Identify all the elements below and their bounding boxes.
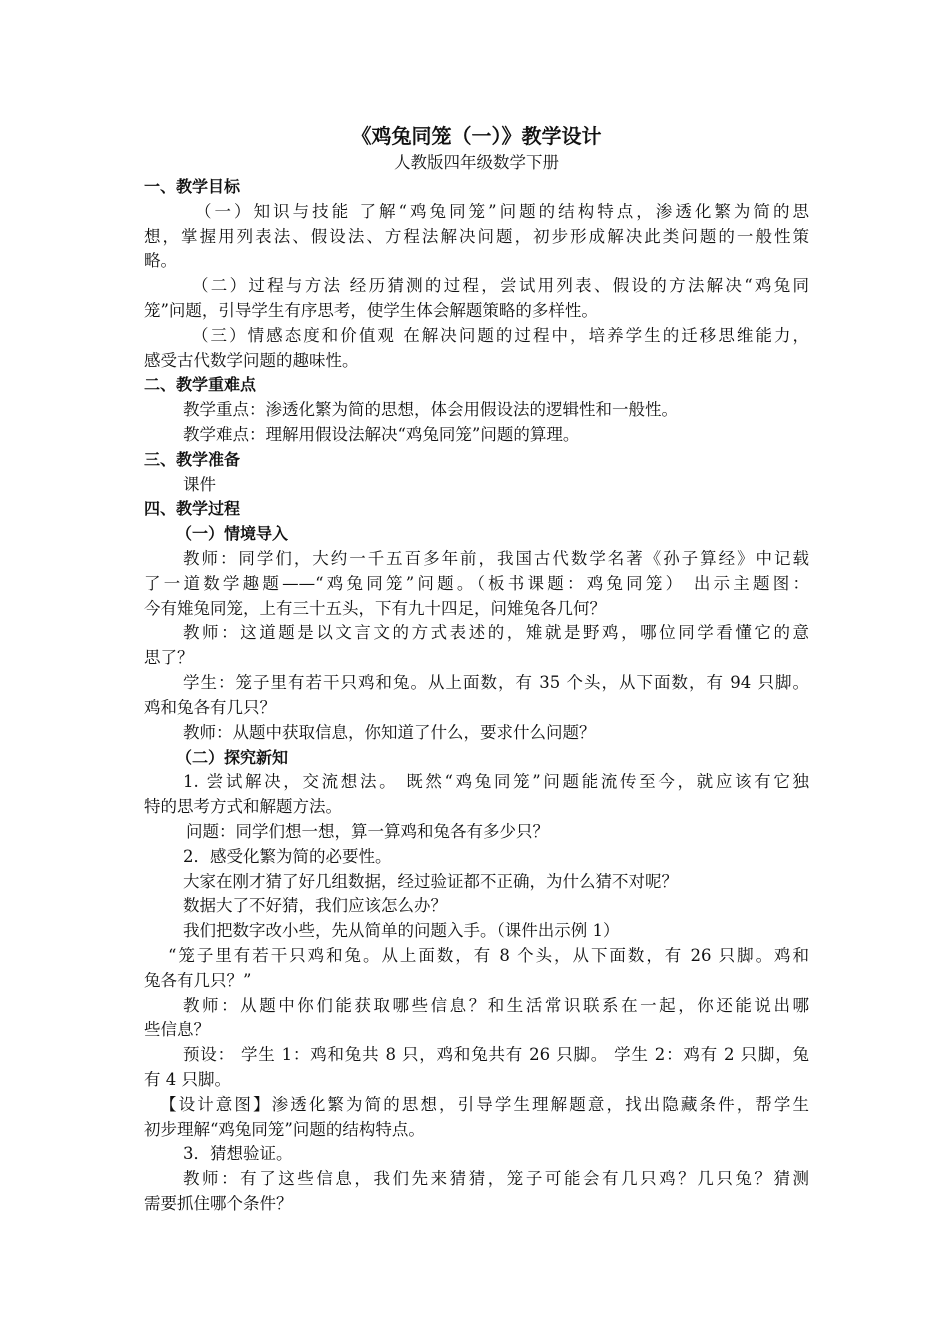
paragraph-line: 我们把数字改小些，先从简单的问题入手。（课件出示例 1） bbox=[183, 921, 620, 940]
paragraph-line: 鸡和兔各有几只？ bbox=[144, 698, 276, 717]
subsection-heading: （二）探究新知 bbox=[176, 748, 289, 767]
paragraph-line: 2．感受化繁为简的必要性。 bbox=[183, 847, 392, 866]
section-heading: 一、教学目标 bbox=[144, 177, 241, 196]
paragraph-line: 需要抓住哪个条件？ bbox=[144, 1194, 293, 1213]
paragraph-line: 学生：笼子里有若干只鸡和兔。从上面数，有 35 个头，从下面数，有 94 只脚。 bbox=[183, 673, 809, 692]
paragraph-line: 教学重点：渗透化繁为简的思想，体会用假设法的逻辑性和一般性。 bbox=[183, 400, 678, 419]
paragraph-line: （三）情感态度和价值观 在解决问题的过程中，培养学生的迁移思维能力， bbox=[192, 326, 809, 345]
document-subtitle: 人教版四年级数学下册 bbox=[394, 153, 559, 172]
paragraph-line: 教学难点：理解用假设法解决“鸡兔同笼”问题的算理。 bbox=[183, 425, 580, 444]
paragraph-line: 预设： 学生 1：鸡和兔共 8 只，鸡和兔共有 26 只脚。 学生 2：鸡有 2 只脚，兔 bbox=[183, 1045, 809, 1064]
paragraph-line: 思了？ bbox=[144, 648, 194, 667]
paragraph-line: “笼子里有若干只鸡和兔。从上面数，有 8 个头，从下面数，有 26 只脚。鸡和 bbox=[168, 946, 809, 965]
section-heading: 二、教学重难点 bbox=[144, 375, 257, 394]
section-heading: 三、教学准备 bbox=[144, 450, 241, 469]
design-intent-line: 【设计意图】渗透化繁为简的思想，引导学生理解题意，找出隐藏条件，帮学生 bbox=[160, 1095, 809, 1114]
paragraph-line: （一）知识与技能 了解“鸡兔同笼”问题的结构特点，渗透化繁为简的思 bbox=[195, 202, 809, 221]
paragraph-line: 大家在刚才猜了好几组数据，经过验证都不正确，为什么猜不对呢？ bbox=[183, 872, 678, 891]
paragraph-line: 1. 尝试解决，交流想法。 既然“鸡兔同笼”问题能流传至今，就应该有它独 bbox=[183, 772, 809, 791]
subsection-heading: （一）情境导入 bbox=[176, 524, 289, 543]
paragraph-line: 想，掌握用列表法、假设法、方程法解决问题，初步形成解决此类问题的一般性策 bbox=[144, 227, 809, 246]
paragraph-line: （二）过程与方法 经历猜测的过程，尝试用列表、假设的方法解决“鸡兔同 bbox=[192, 276, 809, 295]
paragraph-line: 兔各有几只？” bbox=[144, 971, 252, 990]
paragraph-line: 教师：同学们，大约一千五百多年前，我国古代数学名著《孙子算经》中记载 bbox=[183, 549, 809, 568]
document-title: 《鸡兔同笼（一）》教学设计 bbox=[351, 124, 602, 148]
paragraph-line: 教师：从题中你们能获取哪些信息？和生活常识联系在一起，你还能说出哪 bbox=[183, 996, 809, 1015]
paragraph-line: 感受古代数学问题的趣味性。 bbox=[144, 351, 359, 370]
design-intent-line: 初步理解“鸡兔同笼”问题的结构特点。 bbox=[144, 1120, 425, 1139]
paragraph-line: 今有雉兔同笼，上有三十五头，下有九十四足，问雉兔各几何？ bbox=[144, 599, 606, 618]
paragraph-line: 教师：这道题是以文言文的方式表述的，雉就是野鸡，哪位同学看懂它的意 bbox=[183, 623, 809, 642]
paragraph-line: 特的思考方式和解题方法。 bbox=[144, 797, 342, 816]
paragraph-line: 教师：有了这些信息，我们先来猜猜，笼子可能会有几只鸡？几只兔？猜测 bbox=[183, 1169, 809, 1188]
paragraph-line: 数据大了不好猜，我们应该怎么办？ bbox=[183, 896, 447, 915]
paragraph-line: 问题：同学们想一想，算一算鸡和兔各有多少只？ bbox=[186, 822, 549, 841]
paragraph-line: 有 4 只脚。 bbox=[144, 1070, 231, 1089]
paragraph-line: 些信息？ bbox=[144, 1020, 210, 1039]
paragraph-line: 课件 bbox=[183, 475, 216, 494]
paragraph-line: 略。 bbox=[144, 251, 177, 270]
paragraph-line: 教师：从题中获取信息，你知道了什么，要求什么问题？ bbox=[183, 723, 596, 742]
section-heading: 四、教学过程 bbox=[144, 499, 241, 518]
paragraph-line: 笼”问题，引导学生有序思考，使学生体会解题策略的多样性。 bbox=[144, 301, 598, 320]
paragraph-line: 了一道数学趣题——“鸡兔同笼”问题。（板书课题：鸡兔同笼） 出示主题图： bbox=[144, 574, 809, 593]
paragraph-line: 3．猜想验证。 bbox=[183, 1144, 293, 1163]
